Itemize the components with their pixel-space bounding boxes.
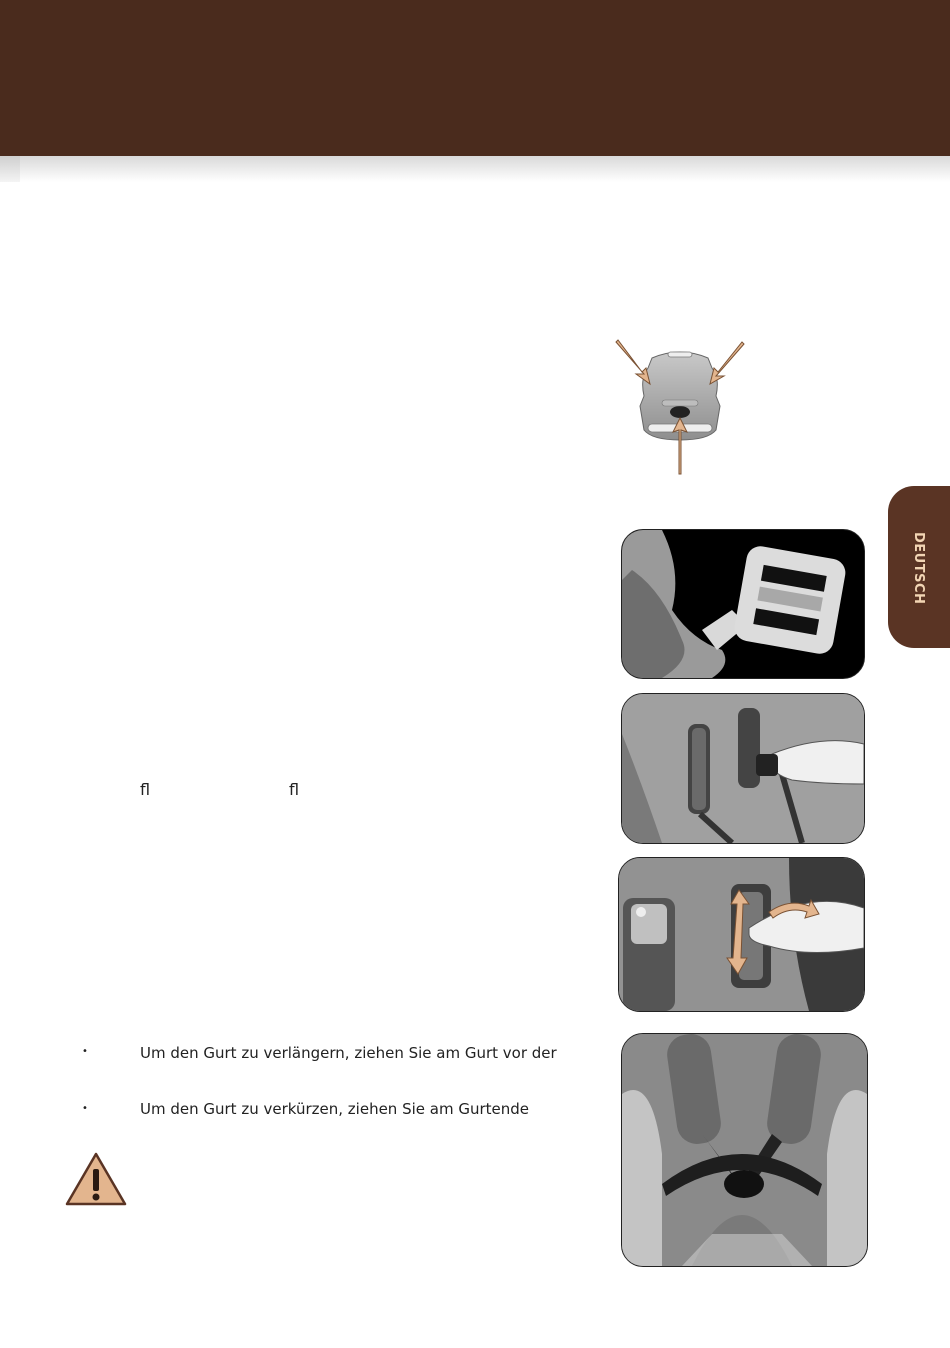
ligature-fl-first: ﬂ <box>140 780 151 799</box>
buckle-illustration <box>612 338 748 478</box>
list-bullet: • <box>82 1103 88 1114</box>
header-shadow-edge <box>0 156 20 182</box>
photo-harness-strap <box>621 693 865 844</box>
header-band <box>0 0 950 156</box>
photo-child-harness <box>621 1033 868 1267</box>
header-shadow <box>0 156 950 182</box>
language-tab-label: DEUTSCH <box>911 532 926 605</box>
warning-triangle-icon <box>64 1151 128 1207</box>
ligature-fl-second: ﬂ <box>289 780 300 799</box>
list-bullet: • <box>82 1046 88 1057</box>
photo-strap-adjust <box>618 857 865 1012</box>
photo-buckle-in-hand <box>621 529 865 679</box>
instruction-lengthen-strap: Um den Gurt zu verlängern, ziehen Sie am Gurt vor der <box>140 1044 557 1062</box>
instruction-shorten-strap: Um den Gurt zu verkürzen, ziehen Sie am Gurtende <box>140 1100 529 1118</box>
